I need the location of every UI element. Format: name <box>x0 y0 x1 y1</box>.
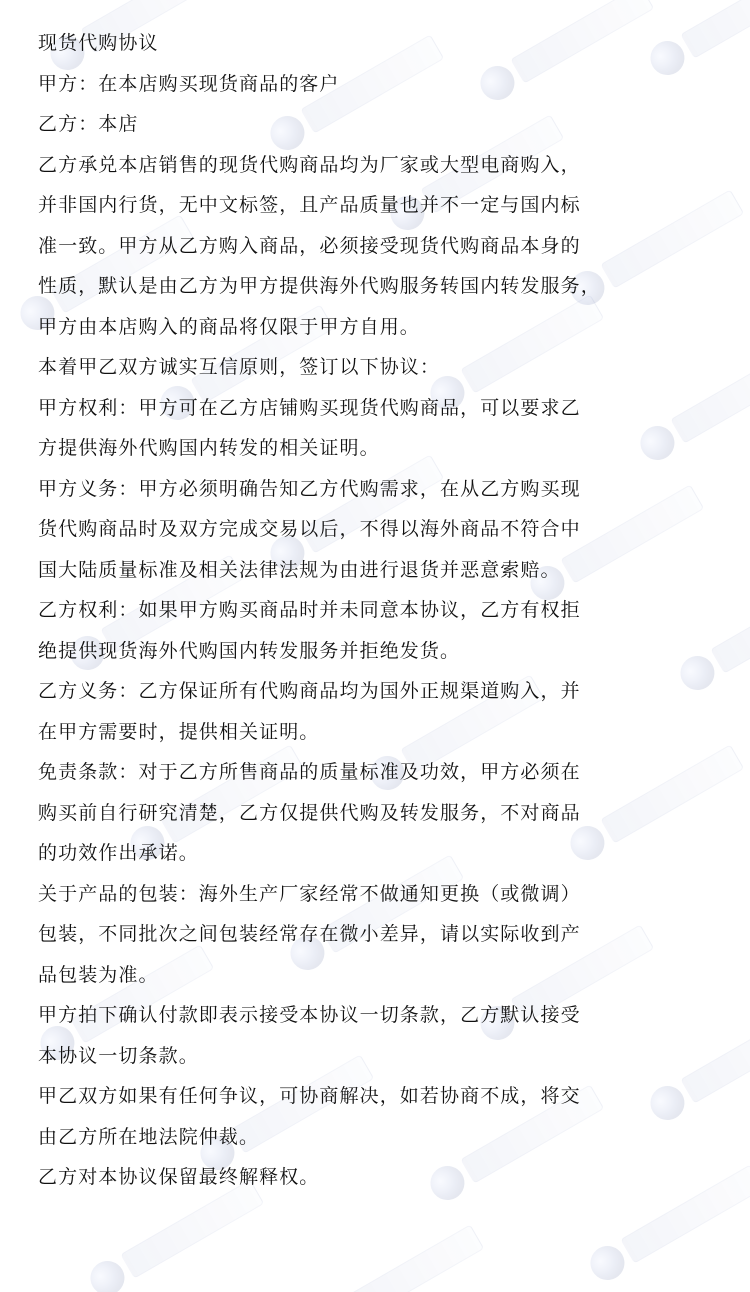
agreement-line: 甲方权利：甲方可在乙方店铺购买现货代购商品，可以要求乙 <box>38 396 581 419</box>
agreement-line: 国大陆质量标准及相关法律法规为由进行退货并恶意索赔。 <box>38 558 561 581</box>
agreement-line: 并非国内行货，无中文标签，且产品质量也并不一定与国内标 <box>38 194 581 216</box>
agreement-title: 现货代购协议 <box>38 32 159 54</box>
agreement-line: 品包装为准。 <box>38 963 159 986</box>
agreement-line: 购买前自行研究清楚，乙方仅提供代购及转发服务，不对商品 <box>38 801 581 824</box>
agreement-line: 在甲方需要时，提供相关证明。 <box>38 720 320 743</box>
agreement-line: 乙方权利：如果甲方购买商品时并未同意本协议，乙方有权拒 <box>38 599 581 621</box>
agreement-line: 乙方对本协议保留最终解释权。 <box>38 1166 320 1188</box>
agreement-line: 本着甲乙双方诚实互信原则，签订以下协议： <box>38 356 441 378</box>
agreement-line: 性质，默认是由乙方为甲方提供海外代购服务转国内转发服务， <box>38 275 601 297</box>
agreement-line: 绝提供现货海外代购国内转发服务并拒绝发货。 <box>38 639 461 662</box>
agreement-line: 乙方义务：乙方保证所有代购商品均为国外正规渠道购入，并 <box>38 680 581 702</box>
agreement-document <box>38 23 718 1198</box>
agreement-line: 由乙方所在地法院仲裁。 <box>38 1125 260 1148</box>
agreement-line: 货代购商品时及双方完成交易以后，不得以海外商品不符合中 <box>38 518 581 540</box>
agreement-line: 免责条款：对于乙方所售商品的质量标准及功效，甲方必须在 <box>38 761 581 783</box>
agreement-line: 甲方：在本店购买现货商品的客户 <box>38 72 340 95</box>
globe-icon <box>84 1255 130 1292</box>
agreement-line: 准一致。甲方从乙方购入商品，必须接受现货代购商品本身的 <box>38 234 581 257</box>
agreement-line: 包装，不同批次之间包装经常存在微小差异，请以实际收到产 <box>38 923 581 945</box>
agreement-line: 关于产品的包装：海外生产厂家经常不做通知更换（或微调） <box>38 882 581 905</box>
agreement-line: 的功效作出承诺。 <box>38 842 199 864</box>
agreement-line: 甲方拍下确认付款即表示接受本协议一切条款，乙方默认接受 <box>38 1004 581 1026</box>
watermark-band <box>340 1224 484 1292</box>
agreement-line: 甲方由本店购入的商品将仅限于甲方自用。 <box>38 315 420 338</box>
agreement-line: 本协议一切条款。 <box>38 1044 199 1067</box>
agreement-line: 乙方承兑本店销售的现货代购商品均为厂家或大型电商购入， <box>38 153 581 176</box>
globe-icon <box>584 1240 630 1286</box>
agreement-line: 方提供海外代购国内转发的相关证明。 <box>38 437 380 459</box>
agreement-line: 甲乙双方如果有任何争议，可协商解决，如若协商不成，将交 <box>38 1085 581 1107</box>
agreement-line: 甲方义务：甲方必须明确告知乙方代购需求，在从乙方购买现 <box>38 477 581 500</box>
watermark-logo <box>301 1216 490 1292</box>
agreement-line: 乙方：本店 <box>38 113 139 135</box>
